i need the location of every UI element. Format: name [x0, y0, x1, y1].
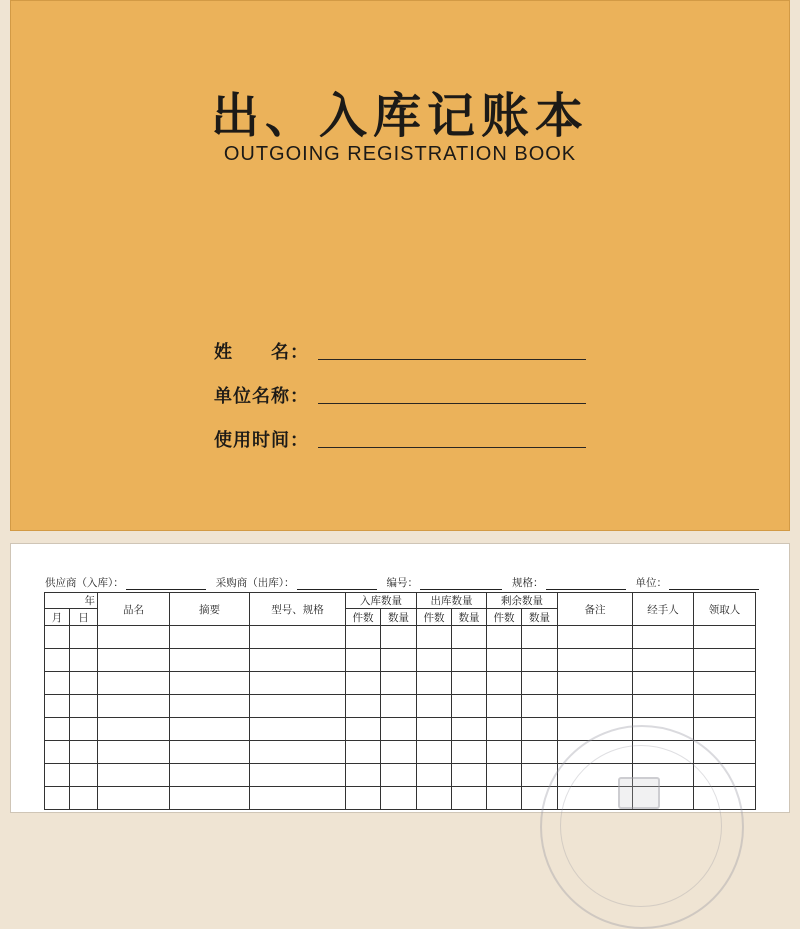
table-cell: [452, 649, 487, 672]
table-cell: [170, 649, 250, 672]
table-cell: [45, 649, 70, 672]
table-cell: [694, 741, 756, 764]
table-cell: [381, 649, 417, 672]
table-cell: [250, 626, 346, 649]
table-cell: [250, 741, 346, 764]
table-cell: [633, 787, 694, 810]
number-label: 编号：: [386, 577, 418, 589]
table-cell: [452, 626, 487, 649]
buyer-blank: [297, 579, 377, 590]
table-cell: [45, 764, 70, 787]
table-cell: [250, 787, 346, 810]
table-cell: [633, 649, 694, 672]
table-cell: [346, 718, 381, 741]
col-month: 月: [45, 609, 70, 626]
table-cell: [381, 764, 417, 787]
table-cell: [452, 718, 487, 741]
table-cell: [694, 787, 756, 810]
name-blank-line: [318, 359, 586, 360]
table-cell: [70, 787, 98, 810]
table-cell: [170, 764, 250, 787]
table-cell: [522, 718, 558, 741]
table-cell: [558, 764, 633, 787]
table-cell: [452, 787, 487, 810]
table-cell: [452, 764, 487, 787]
table-cell: [417, 672, 452, 695]
supplier-label: 供应商（入库）：: [45, 577, 124, 589]
table-cell: [522, 787, 558, 810]
col-remain-qty: 剩余数量: [487, 593, 558, 609]
table-cell: [558, 695, 633, 718]
table-cell: [558, 626, 633, 649]
table-cell: [487, 764, 522, 787]
table-cell: [633, 741, 694, 764]
table-cell: [98, 741, 170, 764]
company-blank-line: [318, 403, 586, 404]
table-cell: [558, 672, 633, 695]
unit-field: [636, 575, 760, 590]
table-cell: [346, 695, 381, 718]
table-cell: [346, 741, 381, 764]
table-cell: [98, 626, 170, 649]
table-cell: [170, 695, 250, 718]
table-cell: [558, 718, 633, 741]
table-cell: [633, 626, 694, 649]
number-blank: [420, 579, 502, 590]
table-cell: [98, 764, 170, 787]
table-cell: [346, 672, 381, 695]
table-cell: [381, 741, 417, 764]
book-cover: [10, 0, 790, 531]
col-day: 日: [70, 609, 98, 626]
number-field: [387, 575, 513, 590]
col-in-pieces: 件数: [346, 609, 381, 626]
table-cell: [70, 649, 98, 672]
buyer-field: [216, 575, 387, 590]
table-cell: [346, 649, 381, 672]
cover-title: 出、入库记账本: [210, 88, 589, 144]
table-cell: [381, 787, 417, 810]
table-cell: [694, 626, 756, 649]
table-cell: [170, 672, 250, 695]
table-cell: [694, 672, 756, 695]
table-cell: [70, 695, 98, 718]
table-cell: [170, 741, 250, 764]
table-cell: [487, 741, 522, 764]
table-cell: [522, 672, 558, 695]
table-cell: [633, 672, 694, 695]
table-cell: [98, 672, 170, 695]
spec-field: [512, 575, 636, 590]
table-row: [45, 626, 756, 649]
table-cell: [250, 695, 346, 718]
table-cell: [381, 672, 417, 695]
table-cell: [558, 741, 633, 764]
table-cell: [170, 787, 250, 810]
table-cell: [417, 741, 452, 764]
table-cell: [170, 626, 250, 649]
table-cell: [694, 649, 756, 672]
table-cell: [522, 695, 558, 718]
table-cell: [170, 718, 250, 741]
spec-blank: [546, 579, 626, 590]
table-cell: [452, 672, 487, 695]
table-cell: [346, 764, 381, 787]
table-cell: [70, 672, 98, 695]
col-out-qty: 出库数量: [417, 593, 487, 609]
unit-label: 单位：: [635, 577, 667, 589]
table-cell: [522, 741, 558, 764]
table-cell: [487, 626, 522, 649]
table-cell: [633, 695, 694, 718]
table-cell: [558, 649, 633, 672]
table-cell: [70, 741, 98, 764]
table-cell: [417, 787, 452, 810]
table-row: [45, 741, 756, 764]
table-cell: [694, 764, 756, 787]
col-remain-quantity: 数量: [522, 609, 558, 626]
unit-blank: [669, 579, 759, 590]
col-in-quantity: 数量: [381, 609, 417, 626]
col-year: 年: [45, 593, 98, 609]
company-field: [214, 378, 586, 408]
col-remain-pieces: 件数: [487, 609, 522, 626]
col-model-spec: 型号、规格: [250, 593, 346, 626]
name-label: 姓 名：: [214, 342, 309, 363]
table-row: [45, 764, 756, 787]
table-row: [45, 718, 756, 741]
table-row: [45, 695, 756, 718]
table-cell: [522, 649, 558, 672]
table-cell: [452, 741, 487, 764]
table-cell: [45, 626, 70, 649]
table-cell: [381, 718, 417, 741]
table-cell: [417, 649, 452, 672]
table-cell: [70, 764, 98, 787]
col-item-name: 品名: [98, 593, 170, 626]
company-label: 单位名称：: [214, 386, 309, 407]
table-cell: [417, 695, 452, 718]
table-cell: [45, 695, 70, 718]
table-cell: [452, 695, 487, 718]
table-cell: [45, 718, 70, 741]
table-cell: [70, 626, 98, 649]
col-out-pieces: 件数: [417, 609, 452, 626]
table-cell: [522, 626, 558, 649]
table-cell: [558, 787, 633, 810]
usage-time-blank-line: [318, 447, 586, 448]
table-cell: [346, 787, 381, 810]
col-in-qty: 入库数量: [346, 593, 417, 609]
table-row: [45, 672, 756, 695]
table-cell: [45, 672, 70, 695]
table-cell: [250, 672, 346, 695]
table-cell: [250, 764, 346, 787]
usage-time-label: 使用时间：: [214, 430, 309, 451]
table-row: [45, 787, 756, 810]
table-cell: [633, 764, 694, 787]
cover-subtitle: OUTGOING REGISTRATION BOOK: [223, 143, 577, 165]
table-cell: [98, 695, 170, 718]
supplier-field: [45, 575, 216, 590]
table-cell: [487, 718, 522, 741]
ledger-header-fields: [45, 575, 767, 590]
table-cell: [98, 787, 170, 810]
table-cell: [694, 695, 756, 718]
table-cell: [487, 649, 522, 672]
table-cell: [70, 718, 98, 741]
table-cell: [487, 672, 522, 695]
supplier-blank: [126, 579, 206, 590]
name-field: [214, 334, 586, 364]
col-receiver: 领取人: [694, 593, 756, 626]
table-cell: [417, 718, 452, 741]
table-row: [45, 649, 756, 672]
col-summary: 摘要: [170, 593, 250, 626]
table-cell: [522, 764, 558, 787]
table-cell: [45, 787, 70, 810]
usage-time-field: [214, 422, 586, 452]
buyer-label: 采购商（出库）：: [215, 577, 295, 589]
col-out-quantity: 数量: [452, 609, 487, 626]
table-cell: [694, 718, 756, 741]
table-cell: [417, 626, 452, 649]
table-cell: [98, 718, 170, 741]
spec-label: 规格：: [512, 577, 544, 589]
col-handler: 经手人: [633, 593, 694, 626]
table-cell: [487, 695, 522, 718]
table-cell: [346, 626, 381, 649]
ledger-page: [10, 543, 790, 813]
col-remarks: 备注: [558, 593, 633, 626]
table-cell: [633, 718, 694, 741]
table-cell: [250, 718, 346, 741]
table-cell: [381, 626, 417, 649]
table-cell: [45, 741, 70, 764]
table-cell: [487, 787, 522, 810]
table-cell: [98, 649, 170, 672]
table-cell: [381, 695, 417, 718]
table-cell: [417, 764, 452, 787]
table-cell: [250, 649, 346, 672]
ledger-table: [44, 592, 756, 810]
